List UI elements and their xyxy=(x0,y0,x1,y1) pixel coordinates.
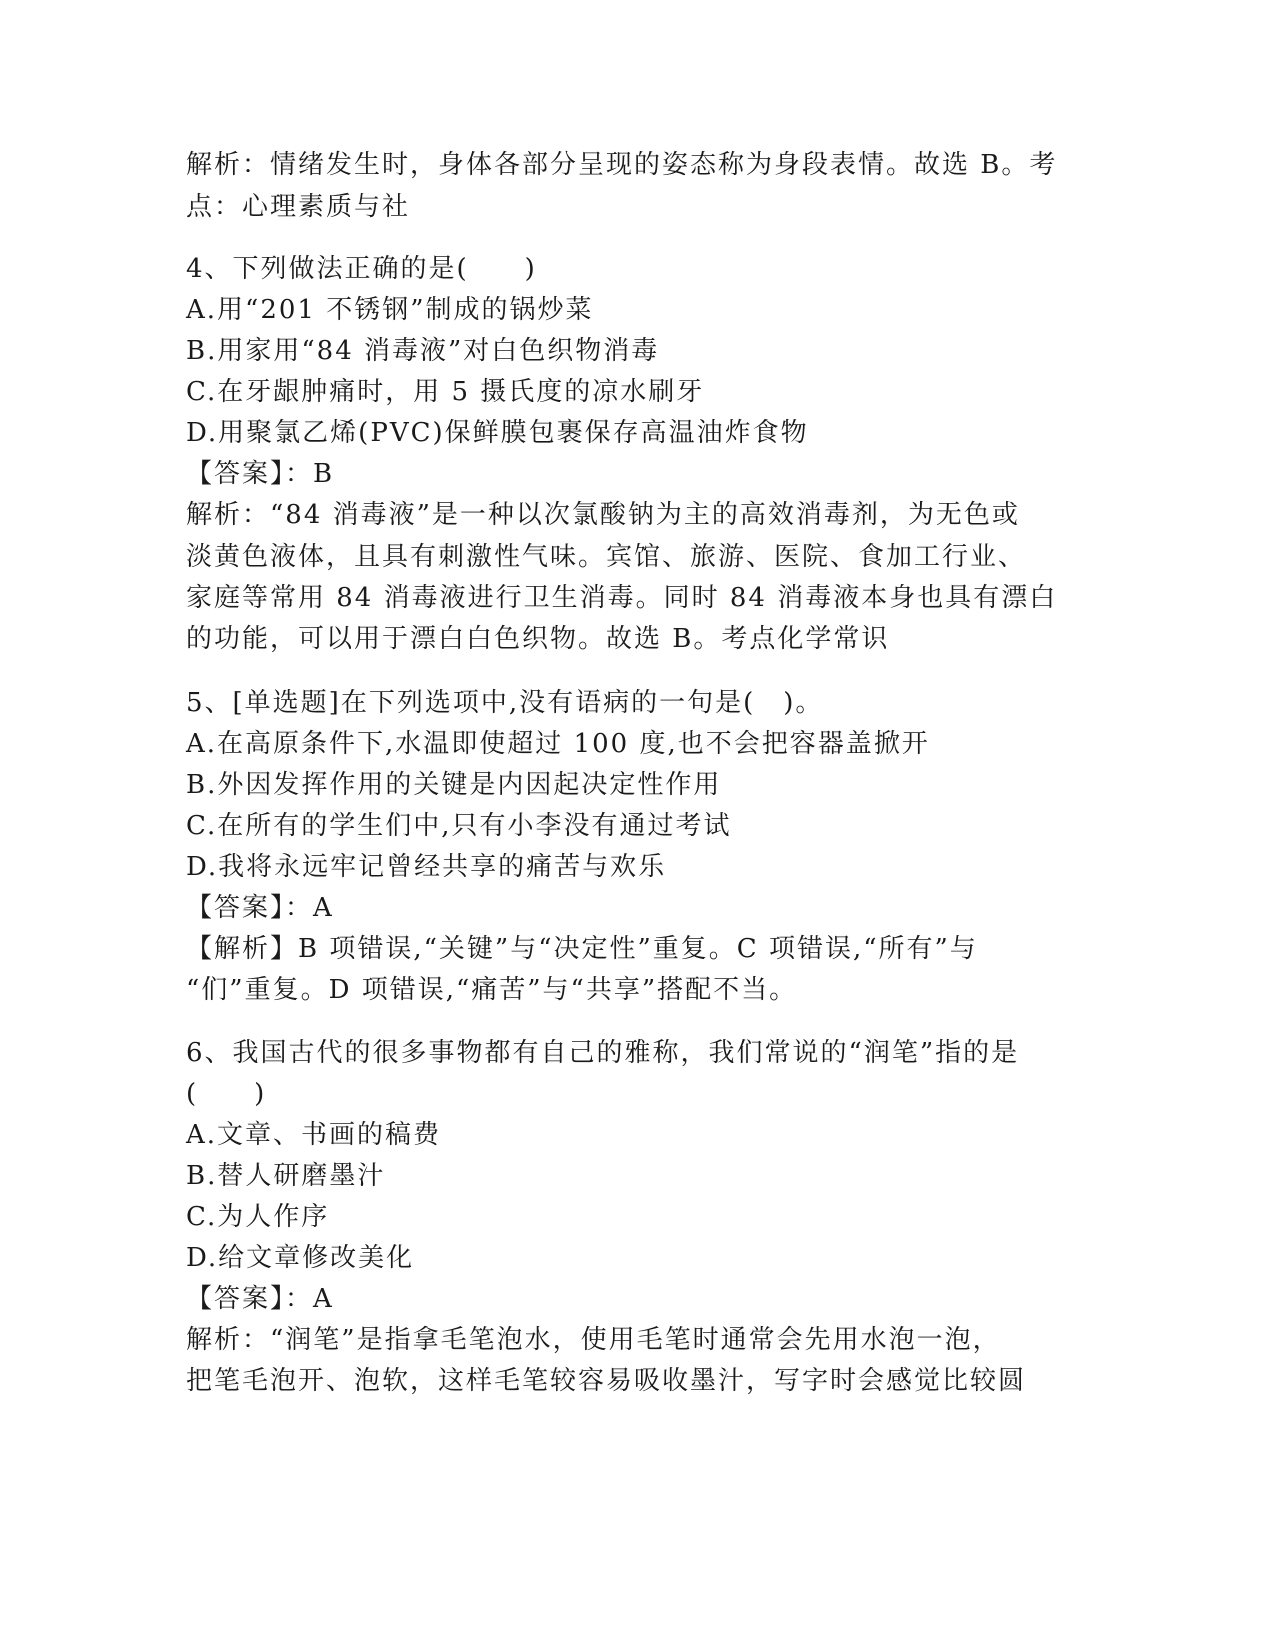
q3-analysis-line-1: 解析：情绪发生时，身体各部分呈现的姿态称为身段表情。故选 B。考 xyxy=(186,150,1058,180)
q6-option-b: B.替人研磨墨汁 xyxy=(186,1161,386,1191)
q5-option-a: A.在高原条件下,水温即使超过 100 度,也不会把容器盖掀开 xyxy=(186,729,930,759)
q6-option-d: D.给文章修改美化 xyxy=(186,1243,415,1273)
q4-analysis-line-4: 的功能，可以用于漂白白色织物。故选 B。考点化学常识 xyxy=(186,624,890,654)
q6-analysis-line-1: 解析：“润笔”是指拿毛笔泡水，使用毛笔时通常会先用水泡一泡， xyxy=(186,1325,1001,1355)
q5-analysis-line-2: “们”重复。D 项错误,“痛苦”与“共享”搭配不当。 xyxy=(186,975,798,1005)
q5-analysis-line-1: 【解析】B 项错误,“关键”与“决定性”重复。C 项错误,“所有”与 xyxy=(186,934,978,964)
q6-answer: 【答案】：A xyxy=(186,1284,334,1314)
q4-analysis-line-1: 解析：“84 消毒液”是一种以次氯酸钠为主的高效消毒剂，为无色或 xyxy=(186,500,1020,530)
q6-stem-line-2: ( ) xyxy=(186,1079,267,1109)
q4-answer: 【答案】：B xyxy=(186,459,335,489)
q6-stem-line-1: 6、我国古代的很多事物都有自己的雅称，我们常说的“润笔”指的是 xyxy=(186,1038,1020,1068)
q5-option-d: D.我将永远牢记曾经共享的痛苦与欢乐 xyxy=(186,852,667,882)
q6-option-a: A.文章、书画的稿费 xyxy=(186,1120,442,1150)
q4-analysis-line-3: 家庭等常用 84 消毒液进行卫生消毒。同时 84 消毒液本身也具有漂白 xyxy=(186,583,1058,613)
q4-analysis-line-2: 淡黄色液体，且具有刺激性气味。宾馆、旅游、医院、食加工行业、 xyxy=(186,542,1027,572)
q5-option-c: C.在所有的学生们中,只有小李没有通过考试 xyxy=(186,811,732,841)
q4-option-a: A.用“201 不锈钢”制成的锅炒菜 xyxy=(186,295,594,325)
q4-option-b: B.用家用“84 消毒液”对白色织物消毒 xyxy=(186,336,660,366)
q5-option-b: B.外因发挥作用的关键是内因起决定性作用 xyxy=(186,770,722,800)
q3-analysis-line-2: 点：心理素质与社 xyxy=(186,192,411,222)
q4-option-c: C.在牙龈肿痛时，用 5 摄氏度的凉水刷牙 xyxy=(186,377,705,407)
q6-option-c: C.为人作序 xyxy=(186,1202,330,1232)
q5-answer: 【答案】：A xyxy=(186,893,334,923)
q6-analysis-line-2: 把笔毛泡开、泡软，这样毛笔较容易吸收墨汁，写字时会感觉比较圆 xyxy=(186,1366,1027,1396)
q4-stem: 4、下列做法正确的是( ) xyxy=(186,254,537,284)
q4-option-d: D.用聚氯乙烯(PVC)保鲜膜包裹保存高温油炸食物 xyxy=(186,418,809,448)
q5-stem: 5、[单选题]在下列选项中,没有语病的一句是( )。 xyxy=(186,688,824,718)
